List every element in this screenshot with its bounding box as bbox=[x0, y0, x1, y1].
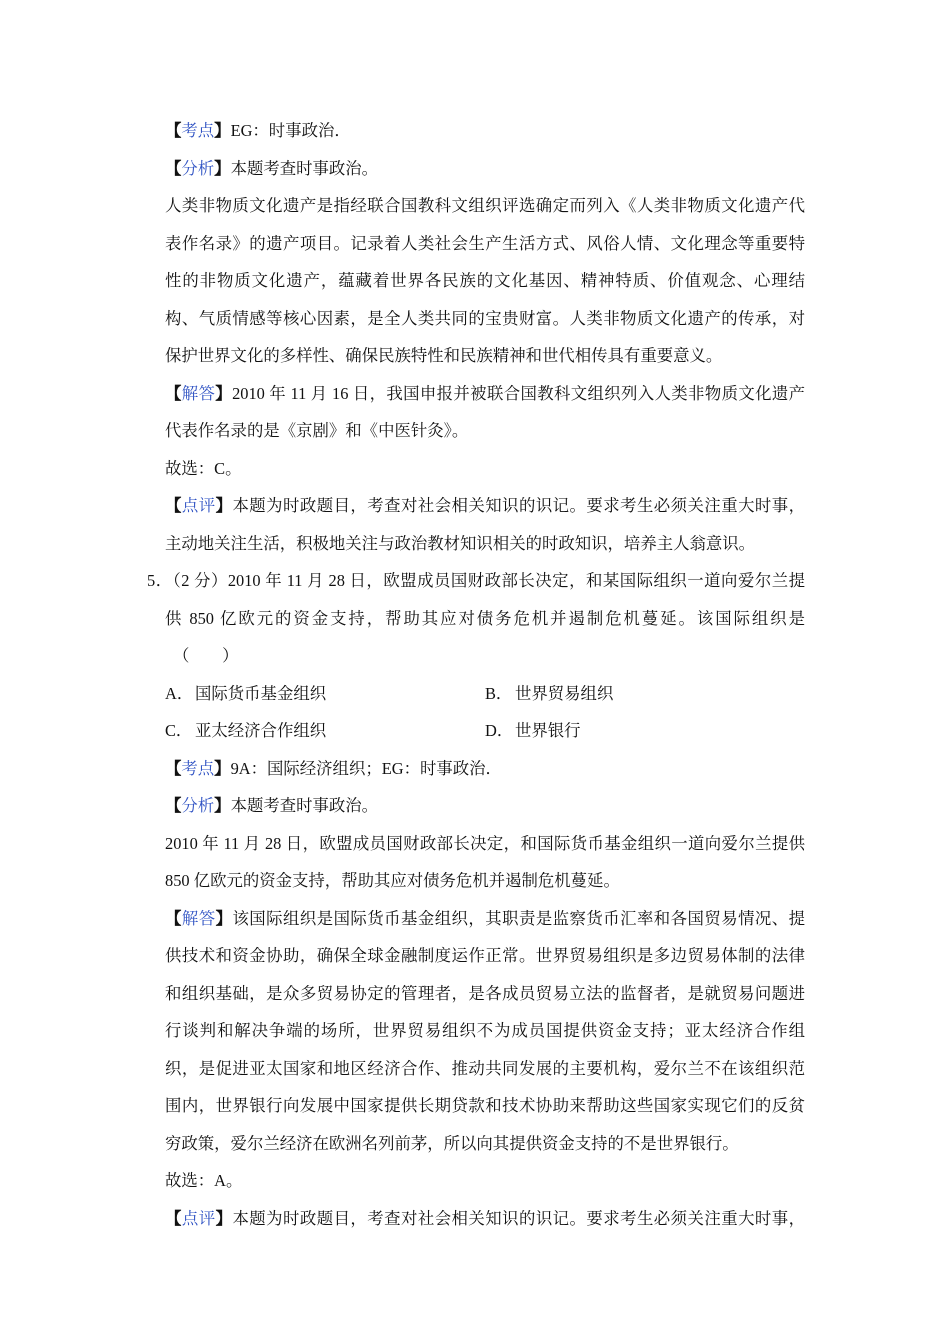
label-bracket-open: 【 bbox=[165, 383, 182, 403]
q5-stem-first-line bbox=[147, 562, 805, 600]
q5-options-row bbox=[165, 675, 805, 713]
q4-jieda-text: 2010 年 11 月 16 日，我国申报并被联合国教科文组织列入人类非物质文化遗产 bbox=[232, 383, 806, 403]
label-bracket-close: 】 bbox=[214, 758, 231, 778]
label-bracket-close: 】 bbox=[215, 383, 233, 403]
q5-dianping-text: 本题为时政题目，考查对社会相关知识的识记。要求考生必须关注重大时事， bbox=[232, 1208, 806, 1228]
label-jieda: 解答 bbox=[181, 908, 216, 928]
label-bracket-close: 】 bbox=[215, 496, 233, 515]
q5-number: 5． bbox=[147, 571, 173, 590]
q4-kaodian-text: EG：时事政治． bbox=[230, 121, 351, 140]
q5-jieda-continuation: 和组织基础，是众多贸易协定的管理者，是各成员贸易立法的监督者，是就贸易问题进 bbox=[165, 983, 805, 1003]
q4-dianping-continuation: 主动地关注生活，积极地关注与政治教材知识相关的时政知识，培养主人翁意识。 bbox=[165, 533, 756, 553]
q5-jieda-continuation: 穷政策，爱尔兰经济在欧洲名列前茅，所以向其提供资金支持的不是世界银行。 bbox=[165, 1133, 739, 1153]
label-bracket-open: 【 bbox=[165, 496, 182, 515]
option-letter: B． bbox=[485, 683, 513, 703]
option-letter: A． bbox=[165, 683, 194, 703]
label-dianping: 点评 bbox=[181, 1208, 216, 1228]
q5-jieda-continuation: 供技术和资金协助，确保全球金融制度运作正常。世界贸易组织是多边贸易体制的法律 bbox=[165, 946, 805, 965]
q4-fenxi-paragraph-line: 构、气质情感等核心因素，是全人类共同的宝贵财富。人类非物质文化遗产的传承，对 bbox=[165, 308, 805, 328]
q5-fenxi-line bbox=[165, 787, 805, 825]
option-a bbox=[165, 675, 485, 713]
option-b bbox=[485, 675, 805, 713]
option-d bbox=[485, 712, 805, 750]
label-jieda: 解答 bbox=[181, 383, 216, 403]
document-body bbox=[147, 112, 806, 1237]
q5-dianping-line bbox=[165, 1200, 805, 1238]
q4-answer: 故选：C。 bbox=[165, 458, 242, 478]
q4-fenxi-text: 本题考查时事政治。 bbox=[230, 158, 379, 178]
option-letter: C． bbox=[165, 721, 193, 740]
q5-answer: 故选：A。 bbox=[165, 1171, 243, 1190]
q5-jieda-text: 该国际组织是国际货币基金组织，其职责是监察货币汇率和各国贸易情况、提 bbox=[232, 908, 806, 928]
q4-dianping-line bbox=[165, 487, 805, 525]
option-text: 世界银行 bbox=[515, 721, 581, 740]
q5-stem-line: 供 850 亿欧元的资金支持，帮助其应对债务危机并遏制危机蔓延。该国际组织是 bbox=[165, 608, 805, 628]
q4-fenxi-paragraph-line: 人类非物质文化遗产是指经联合国教科文组织评选确定而列入《人类非物质文化遗产代 bbox=[165, 196, 805, 215]
q5-kaodian-text: 9A：国际经济组织；EG：时事政治． bbox=[230, 758, 502, 778]
label-bracket-open: 【 bbox=[165, 908, 182, 928]
option-c bbox=[165, 712, 485, 750]
q5-options-row bbox=[165, 712, 805, 750]
q5-fenxi-paragraph-line: 850 亿欧元的资金支持，帮助其应对债务危机并遏制危机蔓延。 bbox=[165, 871, 620, 890]
label-bracket-close: 】 bbox=[214, 158, 231, 178]
label-bracket-open: 【 bbox=[165, 121, 182, 140]
q4-dianping-text: 本题为时政题目，考查对社会相关知识的识记。要求考生必须关注重大时事， bbox=[232, 496, 806, 515]
label-dianping: 点评 bbox=[181, 496, 216, 515]
label-bracket-open: 【 bbox=[165, 796, 182, 815]
label-bracket-open: 【 bbox=[165, 1208, 182, 1228]
q4-fenxi-paragraph-line: 性的非物质文化遗产，蕴藏着世界各民族的文化基因、精神特质、价值观念、心理结 bbox=[165, 271, 805, 290]
q4-fenxi-paragraph-line: 表作名录》的遗产项目。记录着人类社会生产生活方式、风俗人情、文化理念等重要特 bbox=[165, 233, 805, 253]
label-bracket-close: 】 bbox=[214, 121, 231, 140]
q5-fenxi-text: 本题考查时事政治。 bbox=[230, 796, 379, 815]
label-fenxi: 分析 bbox=[181, 796, 215, 815]
label-fenxi: 分析 bbox=[181, 158, 215, 178]
q4-jieda-continuation: 代表作名录的是《京剧》和《中医针灸》。 bbox=[165, 421, 469, 440]
label-kaodian: 考点 bbox=[181, 758, 215, 778]
label-bracket-close: 】 bbox=[214, 796, 231, 815]
q5-answer-blank: （ ） bbox=[173, 646, 239, 665]
q5-fenxi-paragraph-line: 2010 年 11 月 28 日，欧盟成员国财政部长决定，和国际货币基金组织一道向爱尔兰提供 bbox=[165, 833, 805, 853]
q5-jieda-continuation: 围内，世界银行向发展中国家提供长期贷款和技术协助来帮助这些国家实现它们的反贫 bbox=[165, 1096, 805, 1115]
label-bracket-close: 】 bbox=[215, 908, 233, 928]
q5-stem-text: （2 分）2010 年 11 月 28 日，欧盟成员国财政部长决定，和某国际组织一道向爱尔兰提 bbox=[172, 571, 805, 590]
option-text: 亚太经济合作组织 bbox=[195, 721, 327, 740]
q5-jieda-line bbox=[165, 900, 805, 938]
q4-fenxi-paragraph-line: 保护世界文化的多样性、确保民族特性和民族精神和世代相传具有重要意义。 bbox=[165, 346, 723, 365]
option-letter: D． bbox=[485, 721, 514, 740]
label-bracket-close: 】 bbox=[215, 1208, 233, 1228]
q5-jieda-continuation: 行谈判和解决争端的场所，世界贸易组织不为成员国提供资金支持；亚太经济合作组 bbox=[165, 1021, 805, 1040]
option-text: 世界贸易组织 bbox=[515, 683, 614, 703]
q4-kaodian-line bbox=[165, 112, 805, 150]
q5-jieda-continuation: 织，是促进亚太国家和地区经济合作、推动共同发展的主要机构，爱尔兰不在该组织范 bbox=[165, 1058, 805, 1078]
label-bracket-open: 【 bbox=[165, 158, 182, 178]
label-kaodian: 考点 bbox=[181, 121, 215, 140]
label-bracket-open: 【 bbox=[165, 758, 182, 778]
q4-fenxi-line bbox=[165, 150, 805, 188]
q5-kaodian-line bbox=[165, 750, 805, 788]
option-text: 国际货币基金组织 bbox=[195, 683, 327, 703]
q4-jieda-line bbox=[165, 375, 805, 413]
